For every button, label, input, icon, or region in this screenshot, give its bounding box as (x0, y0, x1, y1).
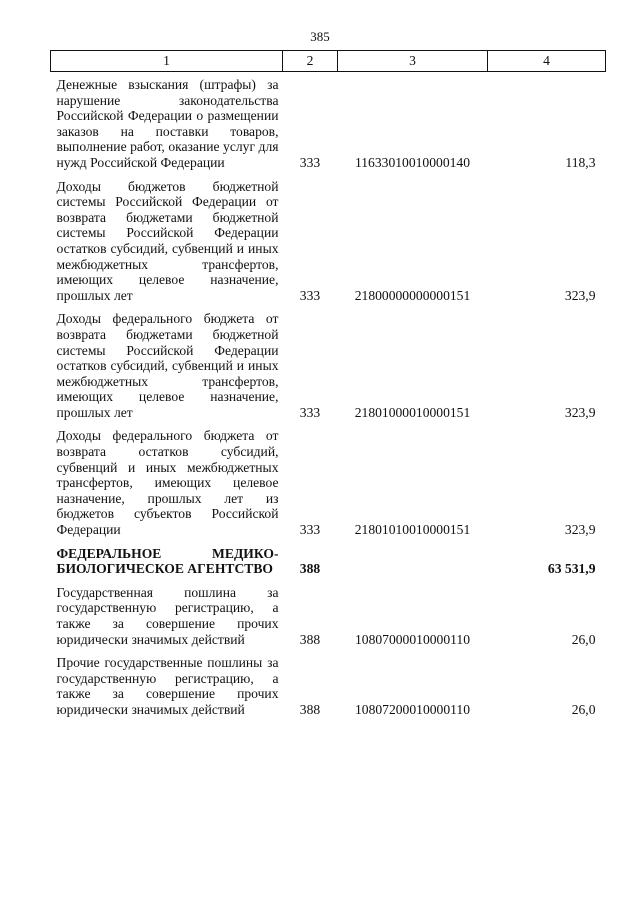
amount: 323,9 (564, 404, 596, 420)
admin-code: 333 (299, 287, 321, 303)
header-row (51, 51, 606, 72)
table-body (51, 72, 606, 721)
amount: 63 531,9 (547, 561, 596, 577)
page-number: 385 (310, 29, 330, 44)
amount: 323,9 (564, 522, 596, 538)
admin-code: 333 (299, 154, 321, 170)
agency-name: ФЕДЕРАЛЬНОЕ МЕДИКО-БИОЛОГИЧЕСКОЕ АГЕНТСТВО (56, 545, 279, 577)
revenue-name: Доходы федерального бюджета от возврата остатков субсидий, субвенций и иных межбюджетных трансфертов, имеющих целевое назначение, прошлых лет из бюджетов субъектов Российской Федерации (56, 428, 279, 538)
amount: 118,3 (565, 154, 596, 170)
classification-code: 21800000000000151 (354, 287, 471, 303)
amount: 323,9 (564, 287, 596, 303)
amount: 26,0 (571, 631, 596, 647)
revenue-name: Государственная пошлина за государственную регистрацию, а также за совершение прочих юридически значимых действий (56, 584, 279, 647)
table-header (51, 51, 606, 72)
admin-code: 333 (299, 404, 321, 420)
revenue-name: Доходы федерального бюджета от возврата бюджетами бюджетной системы Российской Федерации остатков субсидий, субвенций и иных межбюджетных трансфертов, имеющих целевое назначение, прошлых лет (56, 311, 279, 420)
admin-code: 388 (299, 631, 321, 647)
column-header-4: 4 (488, 51, 606, 72)
table-row (51, 77, 606, 174)
classification-code: 10807000010000110 (354, 631, 471, 647)
revenue-name: Доходы бюджетов бюджетной системы Российской Федерации от возврата бюджетами бюджетной системы Российской Федерации остатков субсидий, субвенций и иных межбюджетных трансфертов, имеющих целевое назначение, прошлых лет (56, 178, 279, 303)
admin-code: 333 (299, 522, 321, 538)
table-row (51, 655, 606, 720)
classification-code: 10807200010000110 (354, 701, 471, 717)
classification-code: 21801010010000151 (354, 522, 471, 538)
table-row (51, 311, 606, 423)
table-row-agency (51, 546, 606, 580)
classification-code (338, 546, 488, 580)
column-header-2: 2 (283, 51, 338, 72)
column-header-3: 3 (338, 51, 488, 72)
amount: 26,0 (571, 701, 596, 717)
column-header-1: 1 (51, 51, 283, 72)
table-row (51, 585, 606, 650)
classification-code: 11633010010000140 (354, 154, 471, 170)
table-row (51, 179, 606, 307)
classification-code: 21801000010000151 (354, 404, 471, 420)
revenue-name: Прочие государственные пошлины за государственную регистрацию, а также за совершение прочих юридически значимых действий (56, 655, 279, 717)
revenue-name: Денежные взыскания (штрафы) за нарушение законодательства Российской Федерации о размещении заказов на поставки товаров, выполнение работ, оказание услуг для нужд Российской Федерации (56, 77, 279, 170)
revenue-table (50, 50, 606, 721)
admin-code: 388 (299, 561, 321, 577)
admin-code: 388 (299, 701, 321, 717)
table-row (51, 428, 606, 540)
